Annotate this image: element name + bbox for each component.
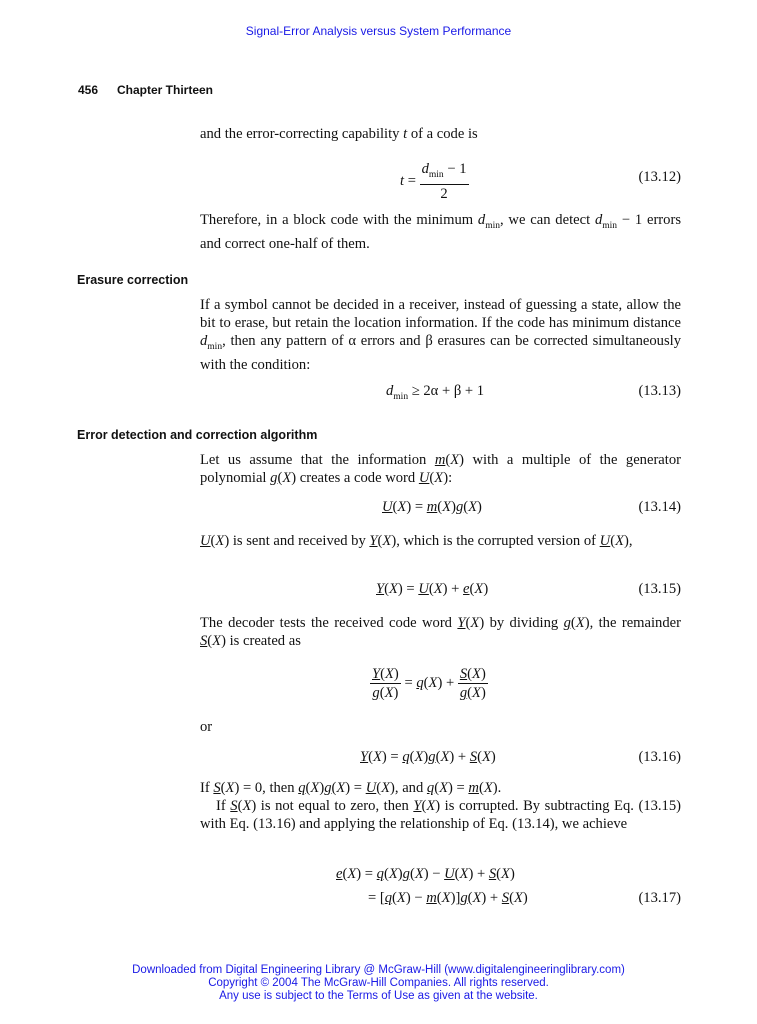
equation-13-12	[400, 160, 469, 203]
paragraph-if-zero: If S(X) = 0, then q(X)g(X) = U(X), and q(X) = m(X).	[200, 780, 502, 796]
paragraph-erasure: If a symbol cannot be decided in a receiver, instead of guessing a state, allow the bit to erase, but retain the location information. If the code has minimum distance $d_{min}$, then any pattern of α errors and β erasures can be corrected simultaneously with the condition:	[200, 297, 681, 373]
chapter-title: Chapter Thirteen	[117, 83, 214, 97]
eq-13-12-lhs: t =	[400, 172, 416, 189]
equation-number-13-15: (13.15)	[638, 581, 681, 597]
division-left-denominator: g(X)	[372, 685, 399, 701]
page-number: 456	[78, 83, 99, 97]
division-fraction-right	[458, 665, 488, 702]
footer	[0, 964, 757, 1003]
equation-13-15: Y(X) = U(X) + e(X)	[376, 581, 489, 597]
equation-13-17-line2: = [q(X) − m(X)]g(X) + S(X)	[368, 890, 528, 906]
paragraph-if-nonzero: If S(X) is not equal to zero, then Y(X) is corrupted. By subtracting Eq. (13.15) with Eq. (13.16) and applying the relationship of Eq. (13.14), we achieve	[200, 798, 682, 832]
running-head: Signal-Error Analysis versus System Performance	[245, 24, 512, 38]
footer-copyright: Copyright © 2004 The McGraw-Hill Companies. All rights reserved.	[208, 977, 549, 989]
or-text: or	[200, 719, 213, 735]
division-left-numerator: Y(X)	[372, 666, 399, 682]
paragraph-therefore: Therefore, in a block code with the minimum $d_{min}$, we can detect $d_{min} - 1$ errors and correct one-half of them.	[200, 212, 681, 252]
equation-number-13-13: (13.13)	[638, 383, 681, 399]
equation-13-13: $d_{min} \ge 2\alpha + \beta + 1$	[386, 383, 485, 402]
paragraph-decoder: The decoder tests the received code word Y(X) by dividing g(X), the remainder S(X) is created as	[200, 615, 681, 649]
equation-13-16: Y(X) = q(X)g(X) + S(X)	[360, 749, 496, 765]
footer-download-link[interactable]: Downloaded from Digital Engineering Library @ McGraw-Hill (www.digitalengineeringlibrary.com)	[132, 964, 625, 976]
eq-13-12-denominator: 2	[440, 185, 448, 202]
equation-number-13-17: (13.17)	[638, 890, 681, 906]
equation-number-13-16: (13.16)	[638, 749, 681, 765]
paragraph-assume: Let us assume that the information m(X) with a multiple of the generator polynomial g(X) creates a code word U(X):	[200, 452, 681, 486]
heading-error-detection: Error detection and correction algorithm	[77, 428, 318, 442]
equation-13-14: U(X) = m(X)g(X)	[382, 499, 482, 515]
division-middle: = q(X) +	[404, 674, 455, 691]
equation-number-13-12: (13.12)	[638, 169, 681, 185]
eq-13-12-numerator: $d_{min} - 1$	[420, 160, 469, 185]
division-right-numerator: S(X)	[459, 666, 486, 682]
equation-13-17-line1: e(X) = q(X)g(X) − U(X) + S(X)	[336, 866, 515, 882]
footer-terms-link[interactable]: Any use is subject to the Terms of Use as given at the website.	[219, 990, 538, 1002]
division-fraction-left	[370, 665, 401, 702]
intro-text: and the error-correcting capability t of a code is	[200, 126, 478, 142]
heading-erasure-correction: Erasure correction	[77, 273, 189, 287]
division-right-denominator: g(X)	[459, 685, 486, 701]
equation-division	[370, 665, 488, 702]
equation-number-13-14: (13.14)	[638, 499, 681, 515]
eq-13-12-fraction	[420, 160, 469, 203]
paragraph-sent: U(X) is sent and received by Y(X), which is the corrupted version of U(X),	[200, 533, 633, 549]
